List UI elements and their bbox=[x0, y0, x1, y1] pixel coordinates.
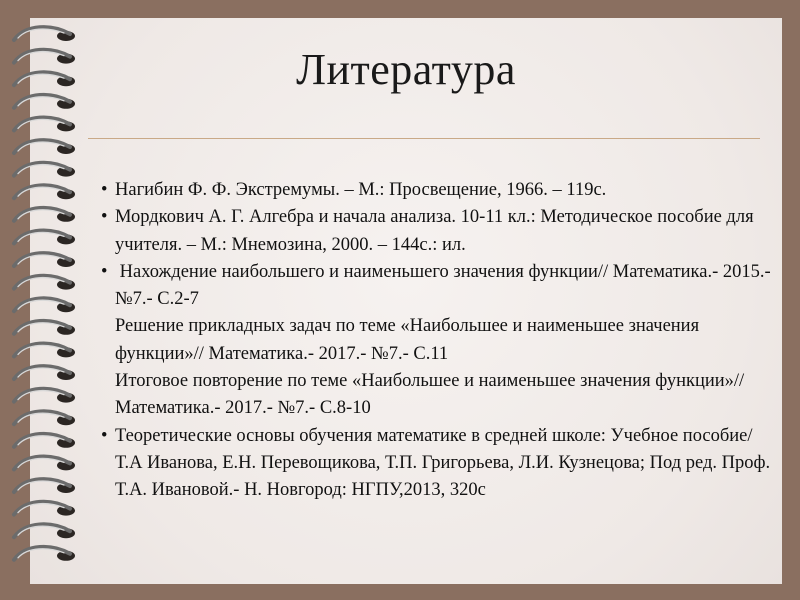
spiral-ring bbox=[14, 524, 75, 538]
reference-text: Нахождение наибольшего и наименьшего значения функции// Математика.- 2015.- №7.- С.2-7 bbox=[115, 261, 771, 310]
spiral-ring bbox=[14, 95, 75, 109]
spiral-ring bbox=[14, 457, 75, 471]
spiral-ring bbox=[14, 208, 75, 222]
spiral-ring bbox=[14, 140, 75, 154]
spiral-ring bbox=[14, 321, 75, 335]
reference-list bbox=[101, 177, 781, 505]
bullet: • bbox=[101, 261, 108, 282]
spiral-binding-icon bbox=[8, 22, 80, 582]
reference-item-3 bbox=[101, 259, 781, 314]
spiral-ring bbox=[14, 411, 75, 425]
spiral-ring bbox=[14, 118, 75, 132]
spiral-ring bbox=[14, 479, 75, 493]
page-title: Литература bbox=[296, 45, 516, 94]
spiral-ring bbox=[14, 298, 75, 312]
title-divider bbox=[88, 138, 760, 139]
spiral-ring bbox=[14, 366, 75, 380]
bullet: • bbox=[101, 425, 108, 446]
spiral-ring bbox=[14, 434, 75, 448]
bullet: • bbox=[101, 207, 108, 228]
spiral-ring bbox=[14, 502, 75, 516]
reference-text: Мордкович А. Г. Алгебра и начала анализа. 10-11 кл.: Методическое пособие для учителя. – М.: Мнемозина, 2000. – 144с.: ил. bbox=[115, 207, 754, 255]
reference-subitem: Итоговое повторение по теме «Наибольшее и наименьшее значения функции»// Математика.- 2017.- №7.- С.8-10 bbox=[115, 371, 745, 419]
spiral-ring bbox=[14, 185, 75, 199]
reference-item-4 bbox=[101, 423, 781, 505]
spiral-ring bbox=[14, 389, 75, 403]
reference-text: Теоретические основы обучения математике в средней школе: Учебное пособие/ Т.А Иванова, Е.Н. Перевощикова, Т.П. Григорьева, Л.И. Кузнецова; Под ред. Проф. Т.А. Ивановой.- Н. Новгород: НГПУ,2013, 320с bbox=[115, 425, 771, 501]
spiral-ring bbox=[14, 163, 75, 177]
spiral-ring bbox=[14, 27, 75, 41]
reference-item-1 bbox=[101, 177, 781, 204]
reference-text: Нагибин Ф. Ф. Экстремумы. – М.: Просвещение, 1966. – 119с. bbox=[115, 180, 607, 200]
reference-item-2 bbox=[101, 204, 781, 259]
bullet: • bbox=[101, 180, 108, 200]
spiral-ring bbox=[14, 231, 75, 245]
spiral-ring bbox=[14, 547, 75, 561]
reference-subitem: Решение прикладных задач по теме «Наибольшее и наименьшее значения функции»// Математика.- 2017.- №7.- С.11 bbox=[115, 316, 700, 364]
spiral-ring bbox=[14, 344, 75, 358]
spiral-ring bbox=[14, 276, 75, 290]
spiral-ring bbox=[14, 253, 75, 267]
